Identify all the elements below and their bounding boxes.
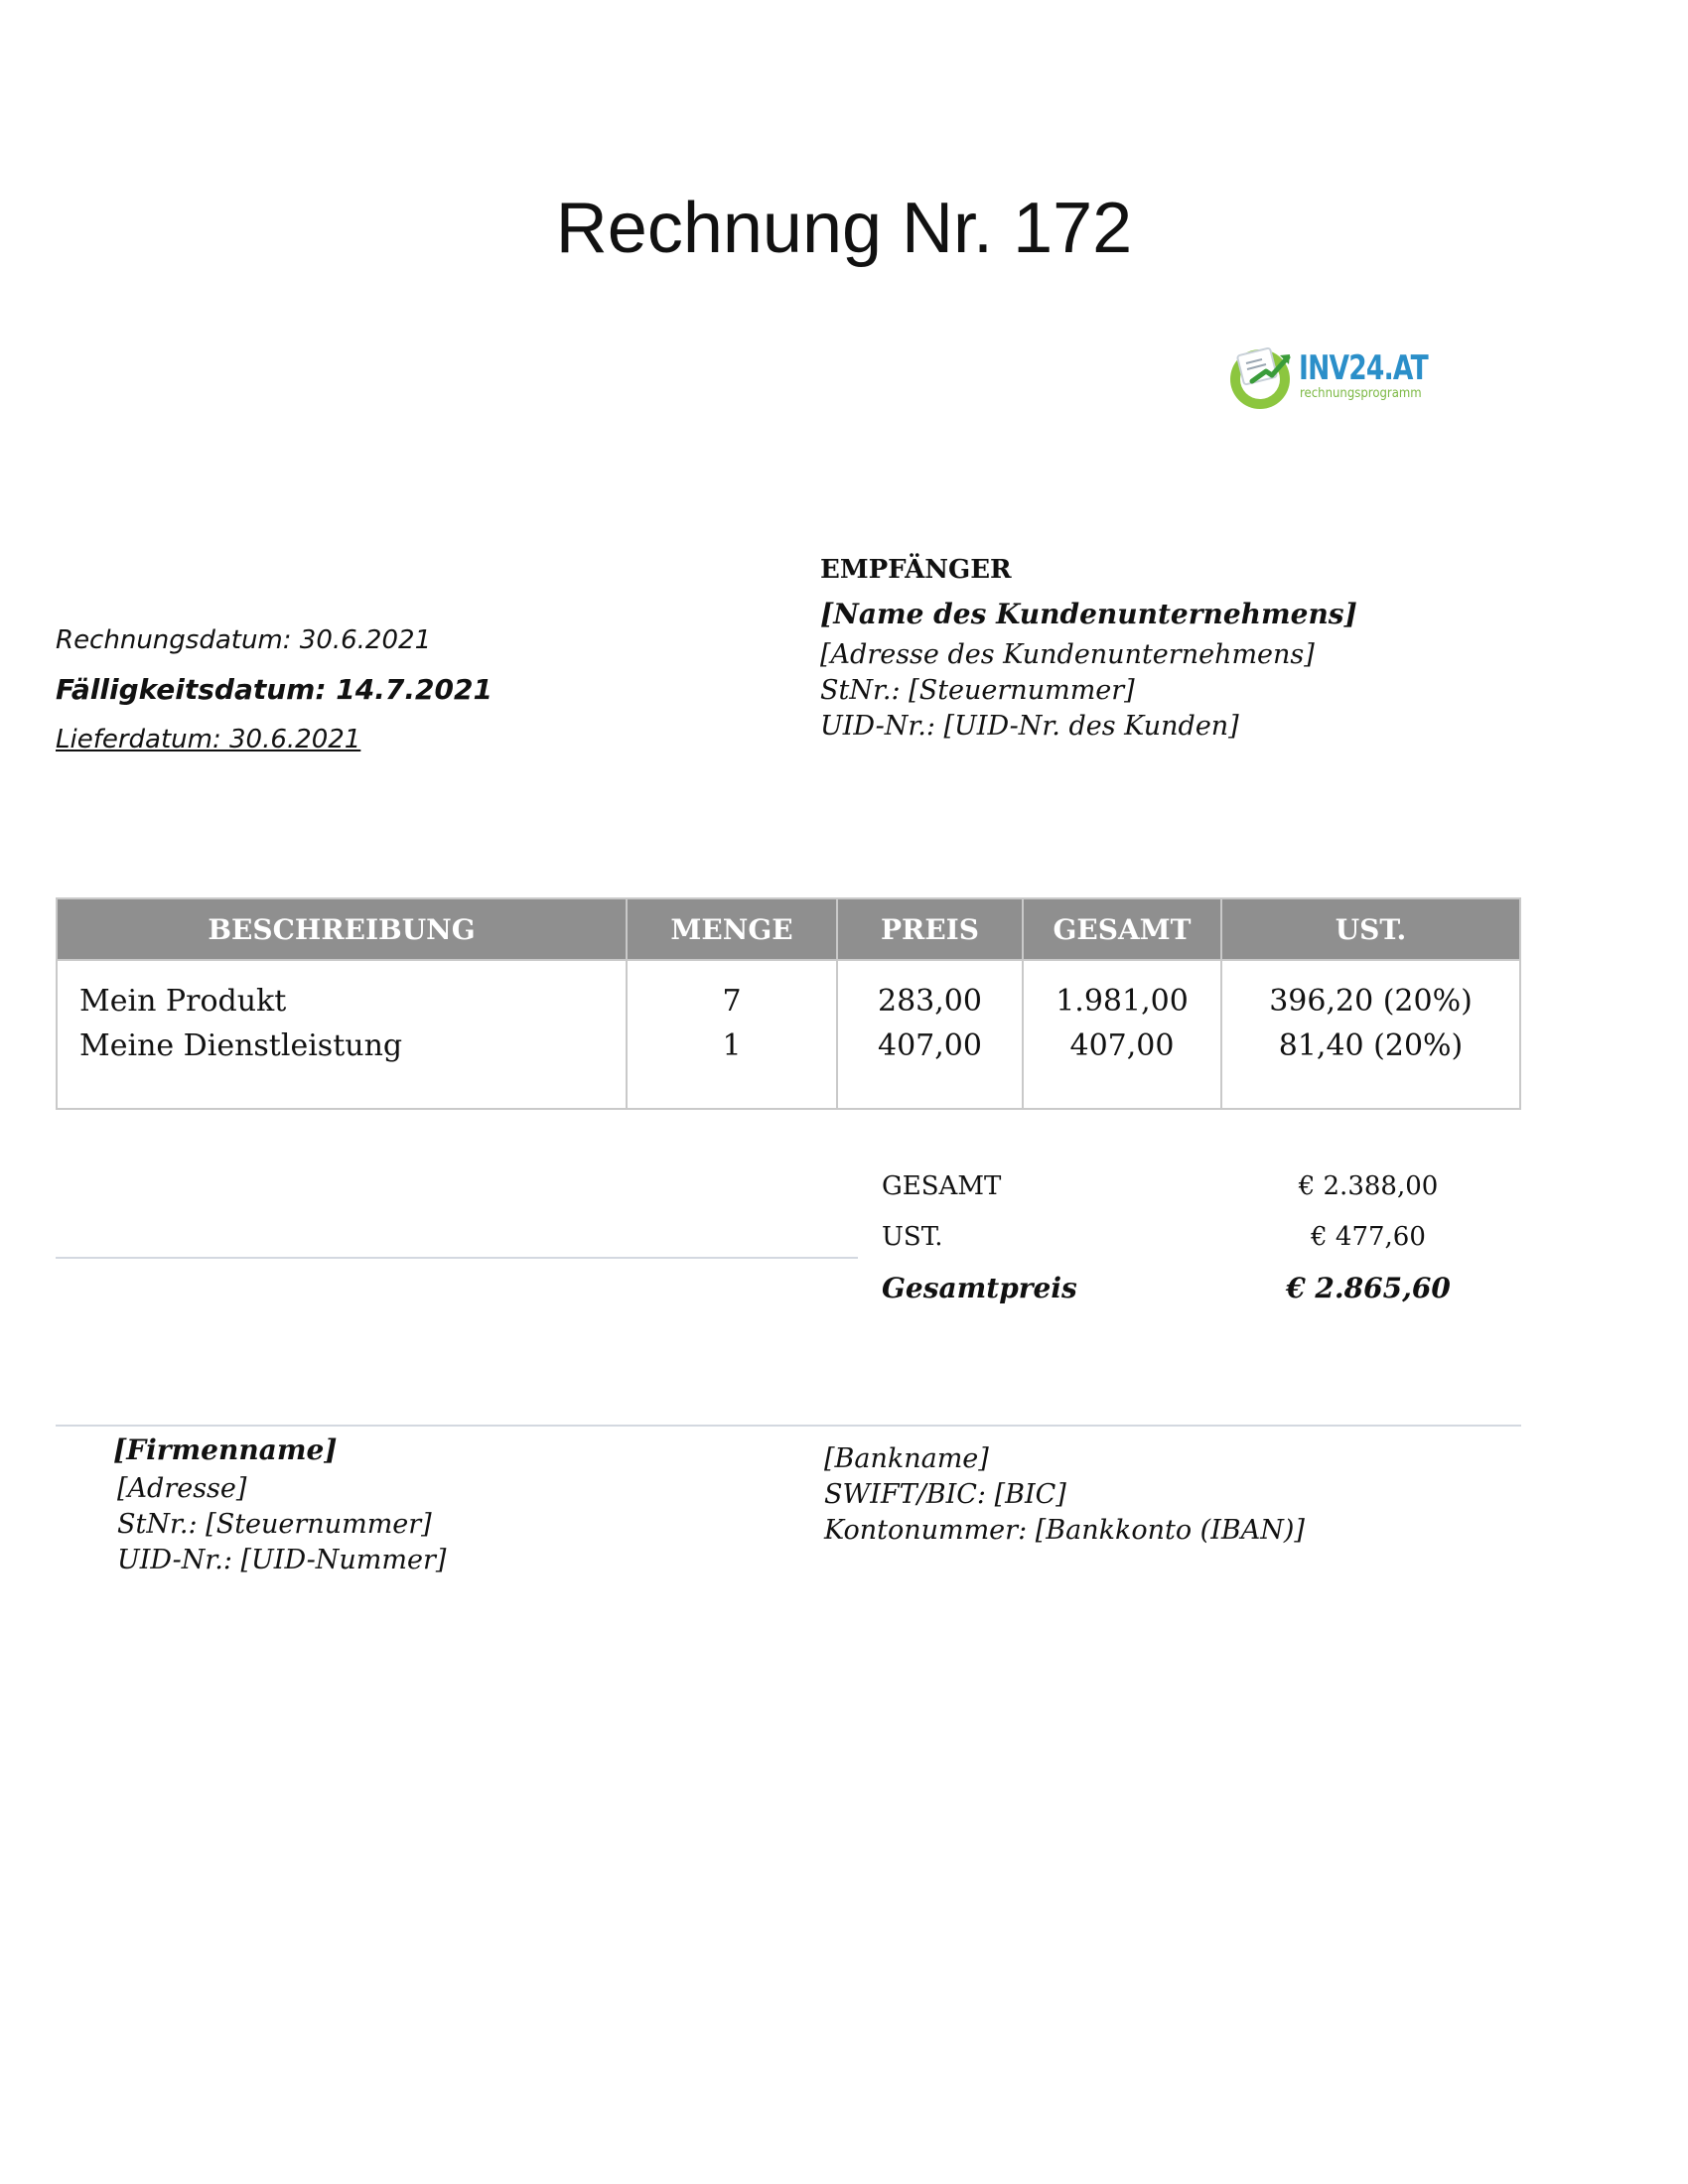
company-vat-id: UID-Nr.: [UID-Nummer] <box>117 1545 447 1575</box>
item-price: 407,00 <box>878 1028 982 1063</box>
item-description: Meine Dienstleistung <box>79 1028 403 1063</box>
due-date: Fälligkeitsdatum: 14.7.2021 <box>56 673 492 706</box>
invoice-dates <box>56 615 492 764</box>
company-address: [Adresse] <box>117 1473 247 1504</box>
logo-wordmark: INV24.AT <box>1299 348 1428 388</box>
invoice-date: Rechnungsdatum: 30.6.2021 <box>56 625 432 655</box>
vat-cell <box>1221 960 1520 1109</box>
bank-info <box>824 1441 1305 1549</box>
divider-line <box>56 1257 858 1259</box>
item-price: 283,00 <box>878 984 982 1019</box>
total-cell <box>1023 960 1221 1109</box>
totals-block <box>882 1161 1517 1313</box>
invoice-title: Rechnung Nr. 172 <box>555 189 1133 268</box>
grand-total-value: € 2.865,60 <box>1286 1272 1451 1304</box>
recipient-heading: EMPFÄNGER <box>820 555 1012 585</box>
table-body-row <box>57 960 1520 1109</box>
column-header-price: PREIS <box>837 898 1023 960</box>
recipient-vat-id: UID-Nr.: [UID-Nr. des Kunden] <box>820 711 1239 742</box>
column-header-vat: UST. <box>1221 898 1520 960</box>
recipient-name: [Name des Kundenunternehmens] <box>820 598 1357 630</box>
net-total-row <box>882 1161 1517 1212</box>
net-total-label: GESAMT <box>882 1171 1002 1201</box>
bank-account: Kontonummer: [Bankkonto (IBAN)] <box>824 1515 1305 1546</box>
vat-total-value: € 477,60 <box>1311 1222 1426 1252</box>
item-quantity: 1 <box>722 1028 742 1063</box>
footer-divider <box>56 1425 1521 1427</box>
bank-name: [Bankname] <box>824 1443 989 1474</box>
grand-total-row <box>882 1263 1517 1313</box>
net-total-value: € 2.388,00 <box>1298 1171 1439 1201</box>
item-total: 407,00 <box>1069 1028 1175 1063</box>
column-header-total: GESAMT <box>1023 898 1221 960</box>
grand-total-label: Gesamtpreis <box>882 1272 1077 1304</box>
delivery-date: Lieferdatum: 30.6.2021 <box>56 725 361 754</box>
item-vat: 396,20 (20%) <box>1269 984 1473 1019</box>
logo-tagline: rechnungsprogramm <box>1300 386 1422 401</box>
recipient-address: [Adresse des Kundenunternehmens] <box>820 639 1315 670</box>
logo-icon <box>1226 341 1298 413</box>
item-quantity: 7 <box>722 984 742 1019</box>
item-total: 1.981,00 <box>1055 984 1189 1019</box>
bank-swift: SWIFT/BIC: [BIC] <box>824 1479 1066 1510</box>
column-header-description: BESCHREIBUNG <box>57 898 627 960</box>
price-cell <box>837 960 1023 1109</box>
description-cell <box>57 960 627 1109</box>
company-name: [Firmenname] <box>113 1433 338 1466</box>
vat-total-label: UST. <box>882 1222 943 1252</box>
table-header-row <box>57 898 1520 960</box>
column-header-quantity: MENGE <box>627 898 837 960</box>
item-vat: 81,40 (20%) <box>1278 1028 1464 1063</box>
company-tax-number: StNr.: [Steuernummer] <box>117 1509 432 1540</box>
recipient-tax-number: StNr.: [Steuernummer] <box>820 675 1135 706</box>
company-logo <box>1226 338 1428 417</box>
item-description: Mein Produkt <box>79 984 287 1019</box>
company-info <box>113 1430 446 1578</box>
line-items-table <box>56 897 1521 1110</box>
vat-total-row <box>882 1212 1517 1263</box>
quantity-cell <box>627 960 837 1109</box>
recipient-block <box>820 548 1357 745</box>
